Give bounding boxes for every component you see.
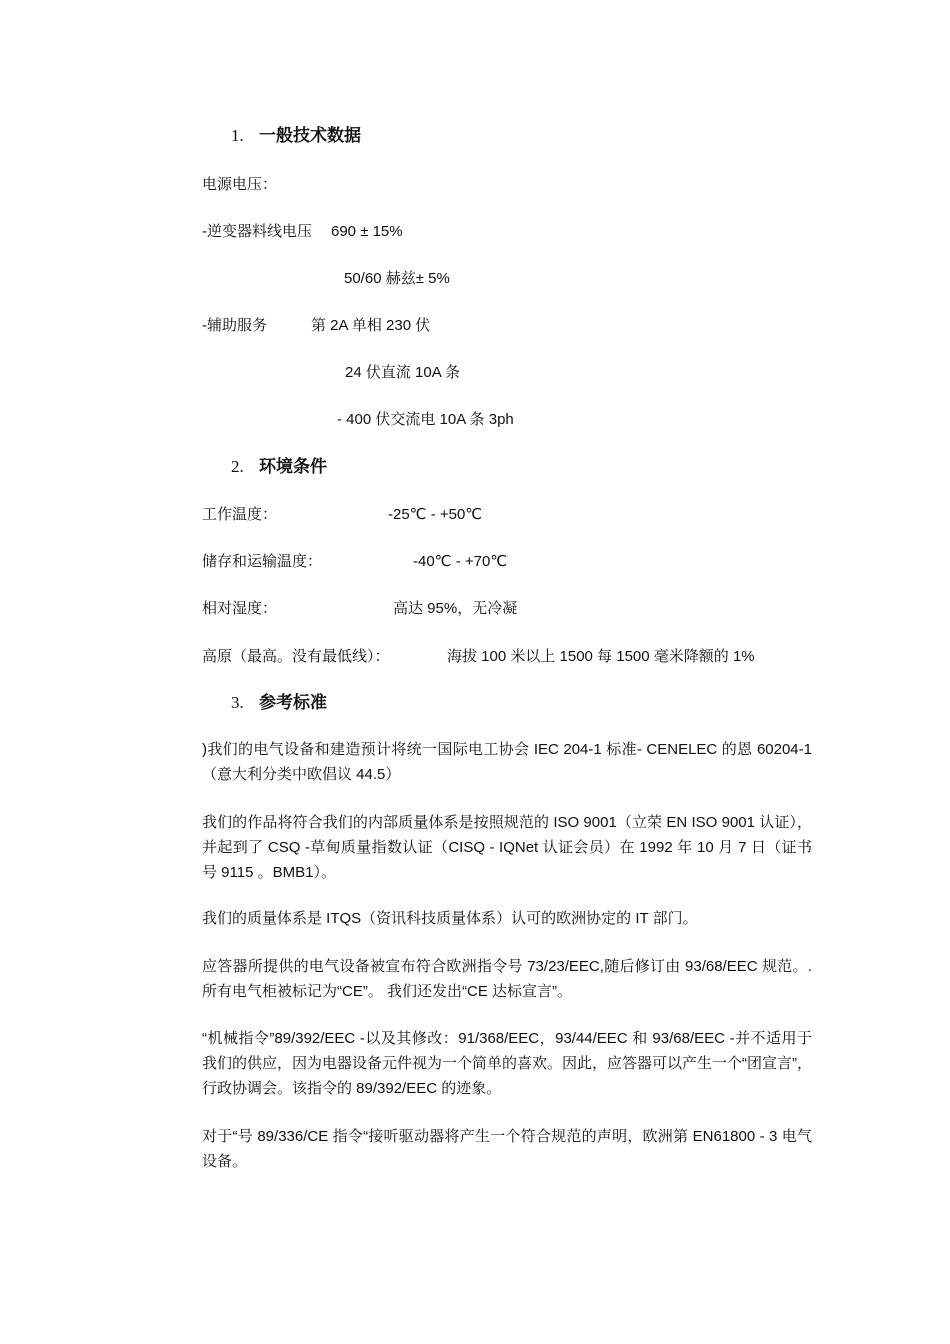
section-title: 参考标准 [259,693,327,712]
section-title: 一般技术数据 [259,126,361,145]
altitude-value: 海拔 100 米以上 1500 每 1500 毫米降额的 1% [447,648,755,665]
aux-service-value-2: 24 伏直流 10A 条 [345,364,461,381]
storage-temp-label: 储存和运输温度： [202,553,323,570]
inverter-voltage-value: 690 ± 15% [331,223,403,240]
humidity-value: 高达 95%，无冷凝 [393,600,518,617]
section-number: 3. [231,693,244,712]
standards-paragraph: )我们的电气设备和建造预计将统一国际电工协会 IEC 204-1 标准- CENELEC 的恩 60204-1（意大利分类中欧倡议 44.5） [202,741,812,783]
inverter-voltage-label: -逆变器料线电压 [202,223,312,240]
humidity-label: 相对湿度： [202,600,278,617]
aux-service-value-3: - 400 伏交流电 10A 条 3ph [337,411,514,428]
standards-paragraph: “机械指令”89/392/EEC -以及其修改：91/368/EEC，93/44/EEC 和 93/68/EEC -并不适用于我们的供应，因为电器设备元件视为一个简单的喜欢。因此，应答器可以产生一个“团宣言”，行政协调会。该指令的 89/392/EEC 的迹象。 [202,1030,812,1097]
section-heading-environment [231,456,327,478]
standards-paragraph: 我们的质量体系是 ITQS（资讯科技质量体系）认可的欧洲协定的 IT 部门。 [202,910,698,927]
frequency-value: 50/60 赫兹± 5% [344,270,450,287]
section-number: 1. [231,126,244,145]
standards-paragraph: 我们的作品将符合我们的内部质量体系是按照规范的 ISO 9001（立荣 EN ISO 9001 认证），并起到了 CSQ -草甸质量指数认证（CISQ - IQNet 认证会员）在 1992 年 10 月 7 日（证书号 9115 。BMB1）。 [202,814,812,881]
section-number: 2. [231,457,244,476]
aux-service-label: -辅助服务 [202,317,267,334]
storage-temp-value: -40℃ - +70℃ [413,553,508,570]
power-supply-heading: 电源电压： [202,176,278,193]
standards-paragraph: 对于“号 89/336/CE 指令“接听驱动器将产生一个符合规范的声明，欧洲第 EN61800 - 3 电气设备。 [202,1128,812,1170]
section-heading-standards [231,692,327,714]
altitude-label: 高原（最高。没有最低线）： [202,648,390,665]
operating-temp-value: -25℃ - +50℃ [388,506,483,523]
standards-paragraph: 应答器所提供的电气设备被宣布符合欧洲指令号 73/23/EEC,随后修订由 93/68/EEC 规范。. 所有电气柜被标记为“CE”。 我们还发出“CE 达标宣言”。 [202,958,812,1000]
section-title: 环境条件 [259,457,327,476]
operating-temp-label: 工作温度： [202,506,278,523]
aux-service-value-1: 第 2A 单相 230 伏 [311,317,431,334]
section-heading-general [231,125,361,147]
